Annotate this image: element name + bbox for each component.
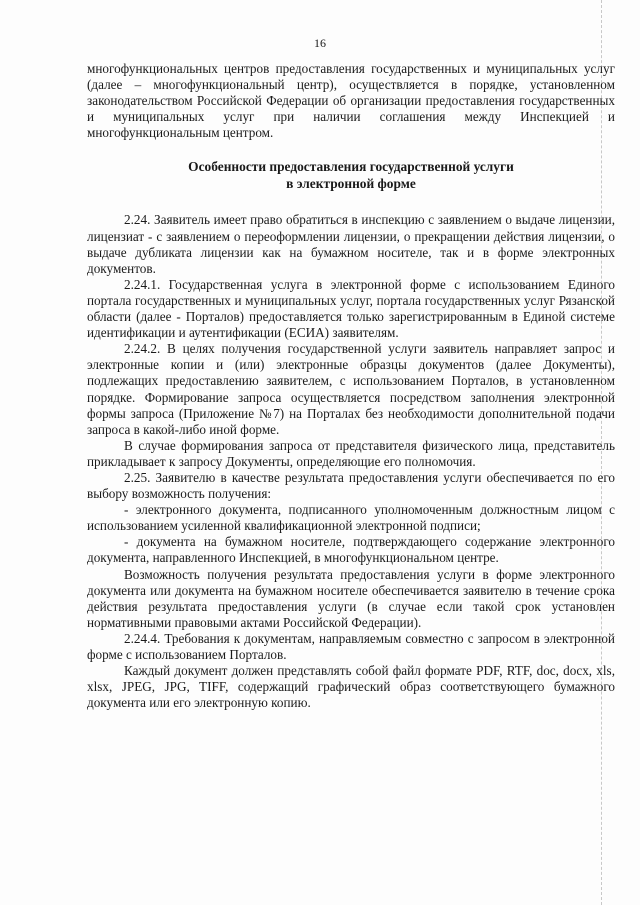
intro-paragraph: многофункциональных центров предоставления государственных и муниципальных услуг (далее – многофункциональный центр), осуществляется в порядке, установленном законодательством Российской Федерации об организации предоставления государственных и муниципальных услуг при наличии соглашения между Инспекцией и многофункциональным центром. (87, 61, 615, 141)
list-item-electronic-document: - электронного документа, подписанного уполномоченным должностным лицом с использованием усиленной квалификационной электронной подписи; (87, 502, 615, 534)
paragraph-2-24-4: 2.24.4. Требования к документам, направляемым совместно с запросом в электронной форме с использованием Порталов. (87, 630, 615, 662)
paragraph-2-24: 2.24. Заявитель имеет право обратиться в инспекцию с заявлением о выдаче лицензии, лицензиат - с заявлением о переоформлении лицензии, о прекращении действия лицензии, о выдаче дубликата лицензии как на бумажном носителе, так и в форме электронных документов. (87, 212, 615, 276)
page-number: 16 (314, 36, 326, 50)
paragraph-2-24-2: 2.24.2. В целях получения государственной услуги заявитель направляет запрос и электронные копии и (или) электронные образцы документов (далее Документы), подлежащих предоставлению заявителем, с использованием Порталов, в установленном порядке. Формирование запроса осуществляется посредством заполнения электронной формы запроса (Приложение №7) на Порталах без необходимости дополнительной подачи запроса в какой-либо иной форме. (87, 341, 615, 437)
document-body (87, 61, 615, 711)
section-heading (87, 159, 615, 192)
list-item-paper-document: - документа на бумажном носителе, подтверждающего содержание электронного документа, направленного Инспекцией, в многофункциональном центре. (87, 534, 615, 566)
paragraph-2-24-1: 2.24.1. Государственная услуга в электронной форме с использованием Единого портала государственных и муниципальных услуг, портала государственных услуг Рязанской области (далее - Порталов) предоставляется только зарегистрированным в Единой системе идентификации и аутентификации (ЕСИА) заявителям. (87, 276, 615, 341)
paragraph-file-formats: Каждый документ должен представлять собой файл формате PDF, RTF, doc, docx, xls, xlsx, JPEG, JPG, TIFF, содержащий графический образ соответствующего бумажного документа или его электронную копию. (87, 663, 615, 711)
section-heading-line-1: Особенности предоставления государственной услуги (188, 159, 514, 175)
section-heading-line-2: в электронной форме (286, 175, 416, 191)
paragraph-representative: В случае формирования запроса от представителя физического лица, представитель прикладывает к запросу Документы, определяющие его полномочия. (87, 437, 615, 469)
paragraph-2-25: 2.25. Заявителю в качестве результата предоставления услуги обеспечивается по его выбору возможность получения: (87, 469, 615, 502)
paragraph-result-availability: Возможность получения результата предоставления услуги в форме электронного документа или документа на бумажном носителе обеспечивается заявителю в течение срока действия результата предоставления услуги (в случае если такой срок установлен нормативными правовыми актами Российской Федерации). (87, 566, 615, 630)
